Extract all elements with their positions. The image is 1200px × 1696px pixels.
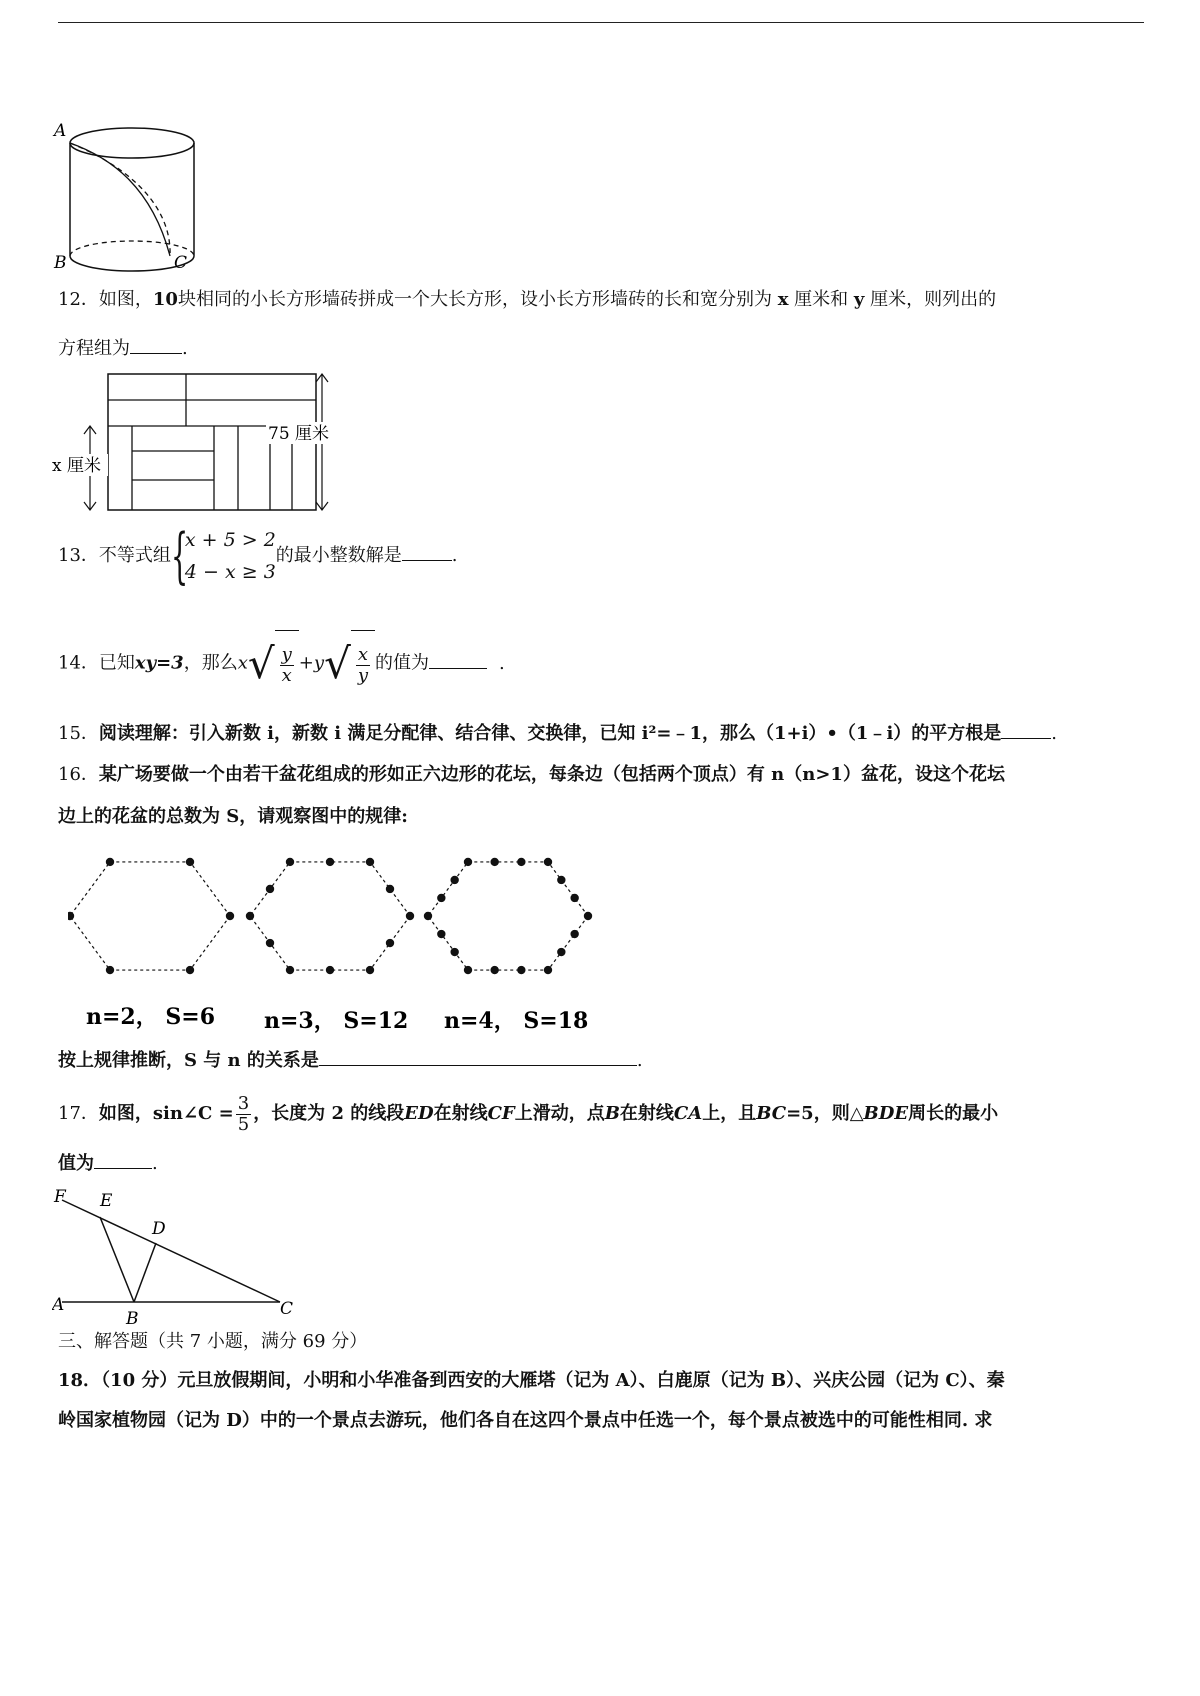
q15-answer-blank[interactable] (1001, 720, 1051, 739)
q17-bde: BDE (863, 1103, 909, 1124)
flower-pot-dot (450, 876, 458, 884)
q17-bc: BC (756, 1103, 787, 1124)
q15-end: . (1051, 723, 1058, 744)
q14-text-a: 已知 (98, 652, 135, 674)
flower-pot-dot (326, 966, 334, 974)
q14-frac1-den: x (281, 664, 292, 686)
q13-text-b: 的最小整数解是 (275, 545, 402, 566)
q12-var-y: y (853, 289, 865, 310)
flower-pot-dot (326, 858, 334, 866)
brick-figure (52, 368, 342, 513)
flower-pot-dot (406, 912, 414, 920)
brick-label-75: 75 厘米 (268, 424, 330, 444)
q17-b: B (604, 1103, 620, 1124)
q13-number: 13． (58, 545, 99, 566)
q17-line2-text: 值为 (58, 1153, 94, 1174)
q17-text-f: 上，且 (702, 1103, 757, 1124)
tri-label-a: A (52, 1295, 65, 1315)
q12-line2 (58, 335, 188, 362)
q14-end: . (499, 652, 505, 674)
flower-pot-dot (517, 966, 525, 974)
q13-text-a: 不等式组 (98, 545, 171, 566)
q17-answer-blank[interactable] (94, 1150, 152, 1169)
cylinder-label-c: C (174, 253, 188, 273)
flower-pot-dot (464, 858, 472, 866)
q12-text-c: 厘米和 (794, 289, 849, 310)
q17-text-c: 在射线 (433, 1103, 488, 1124)
flower-pot-dot (286, 966, 294, 974)
q14-frac1-num: y (281, 643, 292, 665)
q12-answer-blank[interactable] (130, 335, 182, 354)
flower-pot-dot (584, 912, 592, 920)
q12-var-x: x (777, 289, 789, 310)
q17-frac-den: 5 (237, 1113, 250, 1135)
section-3-text: 三、解答题（共 7 小题，满分 69 分） (58, 1331, 368, 1352)
tri-label-f: F (54, 1187, 66, 1207)
flower-pot-dot (557, 876, 565, 884)
flower-pot-dot (366, 858, 374, 866)
q18-line2-text: 岭国家植物园（记为 D）中的一个景点去游玩，他们各自在这四个景点中任选一个，每个景点被选中的可能性相同. 求 (58, 1410, 993, 1431)
q12-text-d: 厘米，则列出的 (870, 289, 997, 310)
q14-condition: xy=3 (134, 652, 184, 674)
q12-line2-text: 方程组为 (58, 338, 130, 359)
q15-number: 15． (58, 723, 99, 744)
q16-answer-blank[interactable] (319, 1047, 637, 1066)
hex-caption-3: n=4， S=18 (444, 1008, 589, 1034)
q18-line1 (58, 1368, 1005, 1394)
q17-number: 17． (58, 1103, 99, 1124)
q13-answer-blank[interactable] (402, 542, 452, 561)
hex-caption-1: n=2， S=6 (86, 1004, 216, 1030)
flower-pot-dot (266, 885, 274, 893)
flower-pot-dot (570, 930, 578, 938)
q14-frac2-num: x (356, 645, 370, 666)
section-3-heading (58, 1329, 367, 1355)
q13-ineq2: 4 − x ≥ 3 (184, 561, 276, 583)
flower-pot-dot (226, 912, 234, 920)
q16-number: 16． (58, 764, 99, 785)
tri-label-e: E (100, 1191, 113, 1211)
q17-text-e: 在射线 (619, 1103, 674, 1124)
flower-pot-dot (490, 858, 498, 866)
q13-ineq1: x + 5 > 2 (184, 529, 276, 551)
q14-sqrt-1: √ $\frac{y}{x}$ (248, 630, 299, 697)
flower-pot-dot (106, 966, 114, 974)
cylinder-figure (52, 118, 202, 293)
flower-pot-dot (186, 858, 194, 866)
flower-pot-dot (517, 858, 525, 866)
q12-line1 (58, 287, 996, 313)
flower-pot-dot (386, 885, 394, 893)
flower-pot-dot (266, 939, 274, 947)
flower-pot-dot (544, 858, 552, 866)
q18-line1-text: 18．（10 分）元旦放假期间，小明和小华准备到西安的大雁塔（记为 A）、白鹿原（记为 B）、兴庆公园（记为 C）、秦 (58, 1370, 1005, 1391)
q17-line1 (58, 1090, 998, 1138)
hex-caption-2: n=3， S=12 (264, 1008, 409, 1034)
q14-sqrt-2: √ $\frac{x}{y}$ (324, 630, 375, 697)
header-rule (58, 22, 1144, 23)
q13-line (58, 521, 458, 591)
tri-label-d: D (152, 1219, 166, 1239)
q14-text-c: 的值为 (375, 652, 429, 674)
q17-end: . (152, 1153, 158, 1174)
q17-text-g: =5，则△ (786, 1103, 864, 1124)
q13-inequality-system (170, 521, 276, 591)
brick-label-x: x 厘米 (52, 456, 101, 476)
q15-text: 阅读理解：引入新数 i，新数 i 满足分配律、结合律、交换律，已知 i²=﹣1，那么（1+i）•（1﹣i）的平方根是 (98, 723, 1002, 744)
q16-ask-line (58, 1047, 643, 1074)
flower-pot-dot (450, 948, 458, 956)
q12-number: 12． (58, 289, 99, 310)
q16-line2 (58, 804, 408, 830)
flower-pot-dot (246, 912, 254, 920)
q16-line2-text: 边上的花盆的总数为 S，请观察图中的规律: (58, 806, 408, 827)
q14-text-b: ，那么 (183, 652, 238, 674)
flower-pot-dot (286, 858, 294, 866)
q14-line (58, 630, 505, 697)
q13-brace: { (170, 521, 189, 591)
q17-frac-num: 3 (237, 1092, 250, 1114)
q18-line2 (58, 1408, 992, 1434)
q12-text-a: 如图， (98, 289, 153, 310)
flower-pot-dot (186, 966, 194, 974)
q15-line (58, 720, 1057, 747)
flower-pot-dot (490, 966, 498, 974)
q17-text-b: ，长度为 2 的线段 (253, 1103, 405, 1124)
flower-pot-dot (437, 930, 445, 938)
q17-cf: CF (487, 1103, 515, 1124)
cylinder-label-a: A (54, 121, 67, 141)
hexagon-outline (250, 862, 410, 970)
q13-end: . (451, 545, 458, 566)
hexagon-outline (70, 862, 230, 970)
q12-text-b: 块相同的小长方形墙砖拼成一个大长方形，设小长方形墙砖的长和宽分别为 (177, 289, 772, 310)
q17-fraction (236, 1094, 251, 1135)
q16-ask-text: 按上规律推断，S 与 n 的关系是 (58, 1050, 319, 1071)
q16-line1-text: 某广场要做一个由若干盆花组成的形如正六边形的花坛，每条边（包括两个顶点）有 n（n>1）盆花，设这个花坛 (98, 764, 1005, 785)
flower-pot-dot (544, 966, 552, 974)
q14-answer-blank[interactable] (429, 650, 487, 669)
flower-pot-dot (68, 912, 74, 920)
cylinder-label-b: B (54, 253, 67, 273)
q17-ed: ED (404, 1103, 434, 1124)
tri-label-c: C (280, 1299, 294, 1319)
q14-coef-x: x (237, 652, 248, 674)
q14-coef-y: y (313, 652, 325, 674)
triangle-figure (52, 1186, 312, 1330)
q14-plus: + (298, 652, 314, 674)
q14-frac2-den: y (357, 664, 368, 686)
q17-ca: CA (673, 1103, 703, 1124)
hexagon-pattern-figure (68, 846, 608, 1036)
q12-end: . (182, 338, 188, 359)
flower-pot-dot (386, 939, 394, 947)
q17-line2 (58, 1150, 158, 1177)
q16-end: . (636, 1050, 643, 1071)
q16-line1 (58, 762, 1005, 788)
q17-text-d: 上滑动，点 (514, 1103, 605, 1124)
q17-text-h: 周长的最小 (908, 1103, 999, 1124)
flower-pot-dot (464, 966, 472, 974)
flower-pot-dot (106, 858, 114, 866)
flower-pot-dot (570, 894, 578, 902)
flower-pot-dot (557, 948, 565, 956)
tri-label-b: B (126, 1309, 139, 1329)
flower-pot-dot (424, 912, 432, 920)
q14-number: 14． (58, 652, 99, 674)
flower-pot-dot (437, 894, 445, 902)
q17-text-a: 如图，sin∠C = (98, 1103, 234, 1124)
q12-count: 10 (152, 289, 178, 310)
flower-pot-dot (366, 966, 374, 974)
